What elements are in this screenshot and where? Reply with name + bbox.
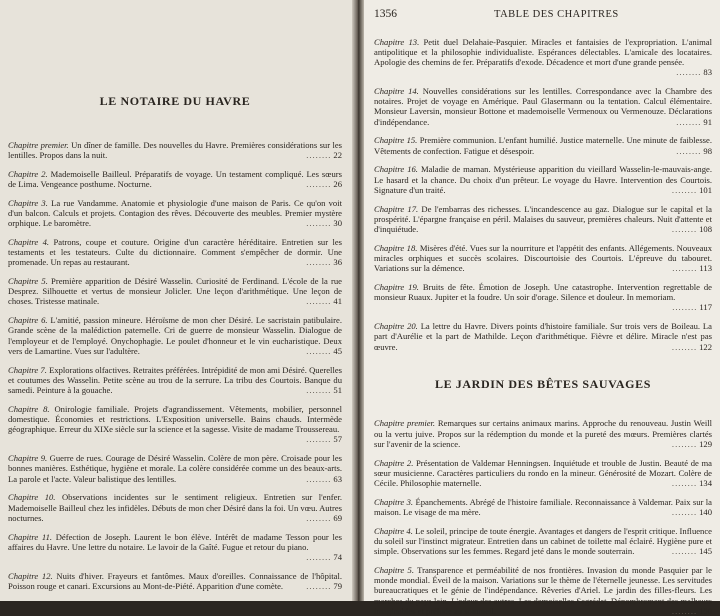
chapter-label: Chapitre 4.	[8, 236, 50, 247]
chapter-entry	[8, 198, 342, 229]
chapter-page-number: ..... 145	[668, 546, 712, 556]
chapter-entry	[8, 453, 342, 484]
left-page	[0, 0, 352, 601]
chapter-summary: Remarques sur certains animaux marins. Approche du renouveau. Justin Weill ou la vertu juive. Propos sur la rédemption du monde et la pureté des mœurs. Premières clartés sur l'avenir de la science.	[374, 418, 712, 449]
chapter-page-number: ..... 51	[302, 385, 342, 395]
chapter-summary: Maladie de maman. Mystérieuse apparition du vieillard Wasselin-le-mauvais-ange. Le hasard et la chance. Du choix d'un prêteur. Le voyage du Havre. Intervention des Courtois. Signature d'un traité.	[374, 164, 712, 195]
chapter-page-number: ..... 63	[302, 474, 342, 484]
chapter-page-number: ..... 26	[302, 179, 342, 189]
chapter-entry	[8, 571, 342, 591]
chapter-page-number: ..... 91	[672, 117, 712, 127]
chapter-entry	[374, 282, 712, 313]
chapter-entry	[8, 169, 342, 189]
section-title-notaire: LE NOTAIRE DU HAVRE	[99, 94, 251, 108]
chapter-list	[374, 37, 712, 352]
chapter-summary: Transparence et perméabilité de nos frontières. Invasion du monde Pasquier par le monde mondial. Éveil de la maison. Variations sur le thème de l'éternelle jeunesse. Les servitudes bureaucratiques et le génie de l'indépendance. Rêveries d'Ariel. Le jardin des filles-fleurs. Les marches du pays lain. L'odeur des autres. Les demoiselles Segrédat. Dénombrement des malheurs imaginables et prélude au sommeil.	[374, 565, 713, 616]
chapter-summary: La lettre du Havre. Divers points d'histoire familiale. Sur trois vers de Boileau. La part d'Aurélie et la part de Mathilde. Leçon d'arithmétique. Fièvre et délire. Miracle n'est pas œuvre.	[374, 321, 712, 352]
chapter-summary: Première communion. L'enfant humilié. Justice maternelle. Une minute de faiblesse. Vêtements de confection. Fatigue et désespoir.	[374, 135, 712, 156]
chapter-label: Chapitre 6.	[8, 315, 48, 326]
chapter-list	[8, 140, 342, 592]
chapter-page-number: ..... 98	[672, 146, 712, 156]
chapter-summary: Première apparition de Désiré Wasselin. Curiosité de Ferdinand. L'école de la rue Desprez. Silhouette et vertus de monsieur Jolicler. Une leçon d'arithmétique. Une leçon de choses. Tristesse matinale.	[8, 276, 342, 307]
chapter-page-number: ..... 117	[668, 302, 712, 312]
chapter-label: Chapitre premier.	[374, 418, 436, 429]
chapter-page-number: ..... 79	[302, 581, 342, 591]
faint-running-head	[8, 8, 342, 24]
chapter-summary: Bruits de fête. Émotion de Joseph. Une catastrophe. Intervention regrettable de monsieur Ruaux. Jupiter et la foudre. Un soir d'orage. Silence et douleur. In memoriam.	[374, 282, 712, 303]
chapter-entry	[374, 243, 712, 274]
chapter-summary: Petit duel Delahaie-Pasquier. Miracles et fantaisies de l'expropriation. L'animal antipolitique et la philosophie individualiste. Espérances délectables. L'amicale des locataires. Apologie des chemins de fer. Préparatifs d'exode. Décadence et mort d'une grande pensée.	[374, 36, 712, 67]
chapter-summary: De l'embarras des richesses. L'incandescence au gaz. Dialogue sur le capital et la prospérité. L'épargne française en péril. Malaises du sauveur, premières chaleurs. Nuit d'attente et d'inquiétude.	[374, 203, 712, 235]
chapter-label: Chapitre 16.	[374, 164, 418, 175]
chapter-label: Chapitre 11.	[8, 531, 53, 542]
chapter-label: Chapitre 15.	[374, 135, 418, 146]
chapter-summary: Observations incidentes sur le sentiment religieux. Entretien sur l'enfer. Mademoiselle Bailleul chez les infidèles. Débuts de mon cher Désiré dans la foi. Un vœu. Autres nocturnes.	[8, 492, 342, 523]
chapter-summary: L'amitié, passion mineure. Héroïsme de mon cher Désiré. Le sacristain patibulaire. Grande scène de la malédiction paternelle. Cri de guerre de monsieur Wasselin. Dialogue de l'employeur et de l'employé. Onychophagie. Le poulet d'honneur et le vin eucharistique. Deux vers de Lamartine. Vues sur l'adultère.	[8, 315, 342, 356]
chapter-entry	[8, 315, 342, 356]
chapter-label: Chapitre 2.	[8, 168, 48, 179]
chapter-page-number: ..... 150	[668, 606, 712, 616]
chapter-page-number: ..... 22	[302, 150, 342, 160]
chapter-entry	[8, 404, 342, 445]
chapter-page-number: ..... 140	[668, 507, 712, 517]
chapter-label: Chapitre 3.	[8, 197, 48, 208]
chapter-summary: Mademoiselle Bailleul. Préparatifs de voyage. Un testament compliqué. Les sœurs de Lima. Vengeance posthume. Nocturne.	[8, 168, 342, 189]
chapter-entry	[8, 492, 342, 523]
chapter-label: Chapitre 9.	[8, 453, 48, 464]
chapter-summary: La rue Vandamme. Anatomie et physiologie d'une maison de Paris. Ce qu'on voit d'un balcon. Calculs et projets. Contagion des rêves. Découverte des meubles. Premier mystère orphique. Le baromètre.	[8, 197, 342, 228]
chapter-page-number: ..... 134	[668, 478, 712, 488]
chapter-entry	[374, 565, 712, 616]
chapter-label: Chapitre premier.	[8, 139, 69, 150]
chapter-summary: Patrons, coupe et couture. Origine d'un caractère héréditaire. Entretien sur les testaments et les testateurs. Culte du dictionnaire. Comment s'empêcher de dormir. Une promenade. Un repas au restaurant.	[8, 236, 342, 268]
chapter-label: Chapitre 3.	[374, 496, 414, 507]
chapter-page-number: ..... 41	[302, 296, 342, 306]
chapter-label: Chapitre 14.	[374, 86, 419, 96]
chapter-summary: Nouvelles considérations sur les lentilles. Correspondance avec la Chambre des notaires. Projet de voyage en Amérique. Paul Glasermann ou la tentation. Calcul élémentaire. Monsieur Laversin, monsieur Bottone et mademoiselle Vermenoux ou Vermenouze. Déclarations d'indépendance.	[374, 86, 712, 127]
chapter-entry	[374, 321, 712, 352]
chapter-label: Chapitre 10.	[8, 492, 56, 503]
chapter-label: Chapitre 5.	[8, 276, 48, 286]
chapter-entry	[374, 526, 712, 557]
chapter-summary: Nuits d'hiver. Frayeurs et fantômes. Maux d'oreilles. Connaissance de l'hôpital. Poisson rouge et canari. Excursions au Mont-de-Piété. Apparition d'une comète.	[8, 570, 342, 592]
chapter-entry	[374, 135, 712, 155]
right-page	[364, 0, 720, 616]
running-head	[374, 8, 712, 24]
chapter-page-number: ..... 30	[302, 218, 342, 228]
chapter-label: Chapitre 8.	[8, 403, 50, 414]
chapter-entry	[8, 237, 342, 268]
chapter-page-number: ..... 83	[672, 67, 712, 77]
chapter-label: Chapitre 20.	[374, 321, 418, 332]
chapter-summary: Épanchements. Abrégé de l'histoire familiale. Reconnaissance à Valdemar. Paix sur la maison. Le visage de ma mère.	[374, 496, 712, 518]
chapter-page-number: ..... 108	[668, 224, 712, 234]
running-title: TABLE DES CHAPITRES	[494, 9, 619, 20]
chapter-label: Chapitre 19.	[374, 282, 419, 293]
chapter-entry	[374, 458, 712, 489]
chapter-entry	[374, 418, 712, 449]
chapter-summary: Onirologie familiale. Projets d'agrandissement. Vêtements, mobilier, personnel domestique. Économies et restrictions. L'Exposition universelle. Bains chauds. Intermède géographique. Erreur du XIXe siècle sur la science et la sagesse. Visite de madame Troussereau.	[8, 403, 342, 435]
chapter-label: Chapitre 13.	[374, 36, 420, 47]
chapter-label: Chapitre 4.	[374, 525, 413, 536]
chapter-summary: Explorations olfactives. Retraites préférées. Intrépidité de mon ami Désiré. Querelles et coutumes des Wasselin. Petite scène au trou de la serrure. La tribu des Courtois. Banque du samedi. Peinture à la gouache.	[8, 364, 342, 396]
chapter-page-number: ..... 45	[302, 346, 342, 356]
chapter-label: Chapitre 2.	[374, 457, 414, 468]
chapter-summary: Misères d'été. Vues sur la nourriture et l'appétit des enfants. Allégements. Nouveaux miracles orphiques et succès scolaires. Discourtoisie des Courtois. L'épreuve du tabouret. Variations sur la démence.	[374, 242, 713, 274]
chapter-entry	[374, 204, 712, 235]
chapter-entry	[374, 37, 712, 78]
chapter-label: Chapitre 18.	[374, 242, 418, 253]
chapter-page-number: ..... 36	[302, 257, 342, 267]
chapter-summary: Un dîner de famille. Des nouvelles du Havre. Premières considérations sur les lentilles. Propos dans la nuit.	[8, 139, 342, 160]
chapter-entry	[8, 140, 342, 160]
chapter-page-number: ..... 74	[302, 552, 342, 562]
chapter-page-number: ..... 113	[668, 263, 712, 273]
section-title-jardin: LE JARDIN DES BÊTES SAUVAGES	[435, 376, 651, 391]
chapter-summary: Défection de Joseph. Laurent le bon élève. Intérêt de madame Tesson pour les affaires du Havre. Une lettre du notaire. Le lavoir de la Gaîté. Fugue et retour du piano.	[8, 531, 343, 552]
chapter-entry	[374, 497, 712, 517]
chapter-summary: Présentation de Valdemar Henningsen. Inquiétude et trouble de Justin. Beauté de ma sœur musicienne. Caractères particuliers du rondo en la mineur. Générosité de Mozart. Colère de Cécile. Philosophie maternelle.	[374, 457, 712, 489]
chapter-entry	[374, 164, 712, 195]
chapter-label: Chapitre 17.	[374, 203, 419, 214]
chapter-label: Chapitre 12.	[8, 570, 53, 581]
chapter-summary: Le soleil, principe de toute énergie. Avantages et dangers de l'esprit critique. Influence du soleil sur l'instinct migrateur. Entretien dans un cabinet de toilette mal éclairé. Hygiène pure et simple. Observations sur les femmes. Regard jeté dans le monde souterrain.	[374, 525, 712, 557]
chapter-page-number: ..... 57	[302, 434, 342, 444]
chapter-page-number: ..... 122	[668, 342, 712, 352]
chapter-label: Chapitre 5.	[374, 565, 414, 576]
chapter-page-number: ..... 69	[302, 513, 342, 523]
page-number: 1356	[374, 8, 397, 20]
chapter-label: Chapitre 7.	[8, 364, 47, 375]
chapter-entry	[8, 532, 342, 563]
chapter-list	[374, 418, 712, 616]
chapter-page-number: ..... 129	[668, 439, 712, 449]
chapter-entry	[8, 276, 342, 307]
chapter-entry	[8, 365, 342, 396]
chapter-entry	[374, 86, 712, 127]
chapter-page-number: ..... 101	[668, 185, 712, 195]
book-gutter	[352, 0, 364, 601]
chapter-summary: Guerre de rues. Courage de Désiré Wasselin. Colère de mon père. Croisade pour les bonnes manières. Esthétique, hygiène et morale. La colère considérée comme un des beaux-arts. La parole et l'acte. Valeur balistique des lentilles.	[8, 453, 342, 484]
